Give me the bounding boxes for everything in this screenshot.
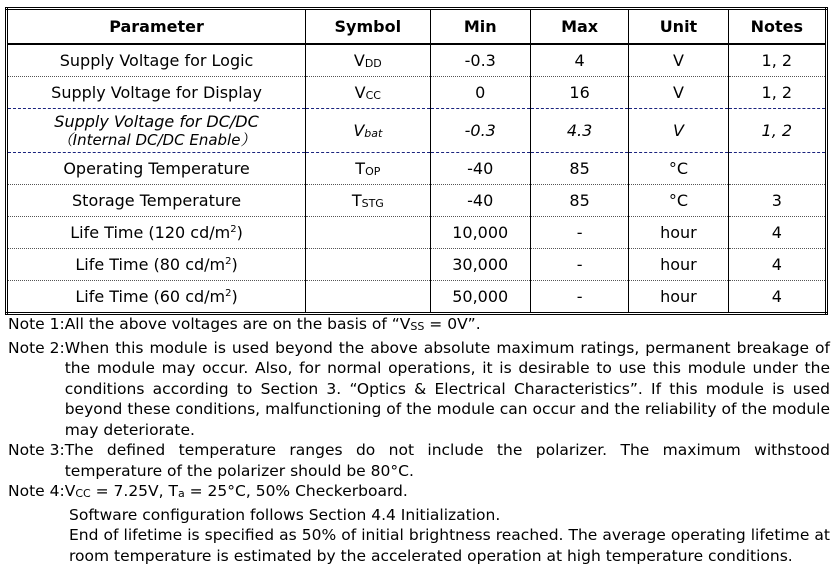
symbol-subscript: CC	[365, 89, 381, 102]
row-unit: V	[629, 109, 728, 153]
row-max: 4	[530, 44, 628, 77]
row-notes: 1, 2	[728, 44, 826, 77]
row-max: -	[530, 249, 628, 281]
row-symbol	[306, 249, 430, 281]
row-min: 0	[430, 77, 530, 109]
note-label: Note 3:	[8, 441, 65, 459]
row-min: -0.3	[430, 109, 530, 153]
note-body	[65, 314, 830, 338]
row-min: -40	[430, 153, 530, 185]
row-parameter-end: )	[231, 287, 238, 306]
row-unit: V	[629, 44, 728, 77]
note-label: Note 2:	[8, 338, 65, 357]
row-parameter-end: )	[231, 255, 238, 274]
note-4-tval: = 25°C, 50% Checkerboard.	[184, 482, 408, 500]
table-row	[7, 281, 827, 314]
row-symbol	[306, 281, 430, 314]
note-label: Note 4:	[8, 482, 65, 500]
table-header-row	[7, 9, 827, 45]
row-min: 30,000	[430, 249, 530, 281]
note-1	[8, 314, 830, 338]
row-max: 85	[530, 185, 628, 217]
symbol-subscript: OP	[365, 165, 381, 178]
table-row	[7, 77, 827, 109]
row-max: 85	[530, 153, 628, 185]
table-row	[7, 185, 827, 217]
symbol-subscript: STG	[361, 197, 384, 210]
row-notes: 4	[728, 217, 826, 249]
row-parameter	[7, 281, 306, 314]
row-parameter: Operating Temperature	[7, 153, 306, 185]
note-1-subscript: SS	[410, 320, 425, 333]
note-4-tsub: a	[177, 487, 185, 500]
header-min: Min	[430, 9, 530, 45]
row-notes: 1, 2	[728, 77, 826, 109]
row-notes	[728, 153, 826, 185]
table-row	[7, 44, 827, 77]
symbol-main: V	[354, 83, 366, 102]
row-parameter: Supply Voltage for Logic	[7, 44, 306, 77]
row-parameter: Supply Voltage for Display	[7, 77, 306, 109]
row-min: -0.3	[430, 44, 530, 77]
table-row	[7, 153, 827, 185]
header-symbol: Symbol	[306, 9, 430, 45]
row-symbol	[306, 109, 430, 153]
symbol-subscript: bat	[364, 127, 383, 140]
row-symbol	[306, 77, 430, 109]
row-symbol	[306, 153, 430, 185]
header-max: Max	[530, 9, 628, 45]
symbol-main: V	[353, 51, 365, 70]
row-unit: hour	[629, 249, 728, 281]
row-symbol	[306, 185, 430, 217]
row-parameter	[7, 249, 306, 281]
symbol-main: T	[355, 159, 366, 178]
row-unit: V	[629, 77, 728, 109]
row-parameter-sub: （Internal DC/DC Enable）	[57, 130, 256, 149]
row-min: 10,000	[430, 217, 530, 249]
row-symbol	[306, 217, 430, 249]
note-body: The defined temperature ranges do not include the polarizer. The maximum withstood temperature of the polarizer should be 80°C.	[64, 441, 830, 480]
row-notes: 1, 2	[728, 109, 826, 153]
row-parameter-end: )	[236, 223, 243, 242]
note-4-line-3: End of lifetime is specified as 50% of initial brightness reached. The average operating lifetime at room temperature is estimated by the accelerated operation at high temperature conditions.	[69, 526, 830, 565]
row-parameter: Storage Temperature	[7, 185, 306, 217]
row-parameter	[7, 217, 306, 249]
note-2	[8, 338, 830, 441]
symbol-main: T	[351, 191, 362, 210]
header-parameter: Parameter	[7, 9, 306, 45]
row-max: -	[530, 281, 628, 314]
row-max: -	[530, 217, 628, 249]
row-parameter-main: Supply Voltage for DC/DC	[54, 111, 259, 131]
row-parameter-text: Life Time (80 cd/m	[75, 255, 226, 274]
row-max: 4.3	[530, 109, 628, 153]
note-4-v: V	[64, 482, 76, 500]
note-4	[8, 481, 830, 505]
note-1-post: = 0V”.	[424, 315, 481, 333]
symbol-main: V	[353, 121, 365, 140]
absolute-maximum-ratings-table	[5, 7, 828, 315]
row-unit: °C	[629, 185, 728, 217]
row-min: 50,000	[430, 281, 530, 314]
row-unit: °C	[629, 153, 728, 185]
row-notes: 4	[728, 249, 826, 281]
row-symbol	[306, 44, 430, 77]
row-parameter-text: Life Time (120 cd/m	[70, 223, 231, 242]
note-4-line-2: Software configuration follows Section 4.4 Initialization.	[69, 505, 501, 524]
table-row	[7, 249, 827, 281]
notes-section	[8, 314, 830, 566]
header-unit: Unit	[629, 9, 728, 45]
header-notes: Notes	[728, 9, 826, 45]
note-label: Note 1:	[8, 315, 65, 333]
superscript: 2	[225, 256, 232, 267]
superscript: 2	[225, 288, 232, 299]
row-parameter-text: Life Time (60 cd/m	[75, 287, 226, 306]
note-3	[8, 440, 830, 481]
row-unit: hour	[629, 217, 728, 249]
superscript: 2	[230, 224, 237, 235]
row-unit: hour	[629, 281, 728, 314]
table-row	[7, 109, 827, 153]
note-body	[65, 481, 830, 505]
note-1-pre: All the above voltages are on the basis of “V	[64, 315, 411, 333]
row-min: -40	[430, 185, 530, 217]
note-4-vval: = 7.25V, T	[90, 482, 178, 500]
table-row	[7, 217, 827, 249]
row-parameter	[7, 109, 306, 153]
note-body: When this module is used beyond the above absolute maximum ratings, permanent breakage of the module may occur. Also, for normal operations, it is desirable to use this module under the conditions according to Section 3. “Optics & Electrical Characteristics”. If this module is used beyond these conditions, malfunctioning of the module can occur and the reliability of the module may deteriorate.	[64, 338, 830, 439]
note-4-vsub: CC	[75, 487, 91, 500]
symbol-subscript: DD	[364, 57, 382, 70]
row-notes: 4	[728, 281, 826, 314]
row-max: 16	[530, 77, 628, 109]
row-notes: 3	[728, 185, 826, 217]
